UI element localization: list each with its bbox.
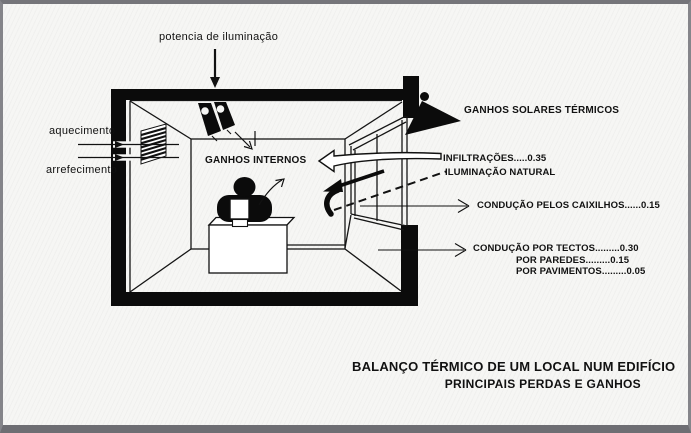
ceiling-slab xyxy=(111,89,418,100)
solar-gains-label: GANHOS SOLARES TÉRMICOS xyxy=(464,105,620,116)
lighting-power-arrow xyxy=(210,49,220,88)
floor-conduction-label: POR PAVIMENTOS.........0.05 xyxy=(516,265,646,277)
monitor-stand xyxy=(233,220,248,227)
wall-joint-dot xyxy=(420,92,429,101)
desk xyxy=(209,218,294,274)
air-curl-arrow xyxy=(327,190,338,214)
conduction-leader-arrow xyxy=(378,244,466,257)
wall-conduction-label: POR PAREDES.........0.15 xyxy=(516,254,630,266)
infiltration-label: INFILTRAÇÕES.....0.35 xyxy=(443,153,547,164)
solar-ray-arrow xyxy=(323,171,384,192)
computer-monitor xyxy=(230,199,249,219)
right-top-column xyxy=(403,76,419,118)
natural-light-label: ILUMINAÇÃO NATURAL xyxy=(445,166,556,178)
diagram-subtitle: PRINCIPAIS PERDAS E GANHOS xyxy=(444,377,641,391)
frame-conduction-label: CONDUÇÃO PELOS CAIXILHOS......0.15 xyxy=(477,200,660,211)
lamp-gain-arrow xyxy=(235,131,255,149)
roof-conduction-label: CONDUÇÃO POR TECTOS.........0.30 xyxy=(473,243,639,254)
left-wall xyxy=(111,89,126,306)
diagram-title: BALANÇO TÉRMICO DE UM LOCAL NUM EDIFÍCIO xyxy=(352,359,676,374)
lighting-power-label: potencia de iluminação xyxy=(159,31,279,43)
cooling-label: arrefecimento xyxy=(46,164,118,176)
right-parapet-wall xyxy=(401,225,418,306)
floor-slab xyxy=(111,292,417,306)
ceiling-lamps xyxy=(198,102,235,141)
infiltration-arrow xyxy=(319,151,441,172)
heating-label: aquecimento xyxy=(49,125,116,137)
internal-gains-label: GANHOS INTERNOS xyxy=(205,155,307,166)
